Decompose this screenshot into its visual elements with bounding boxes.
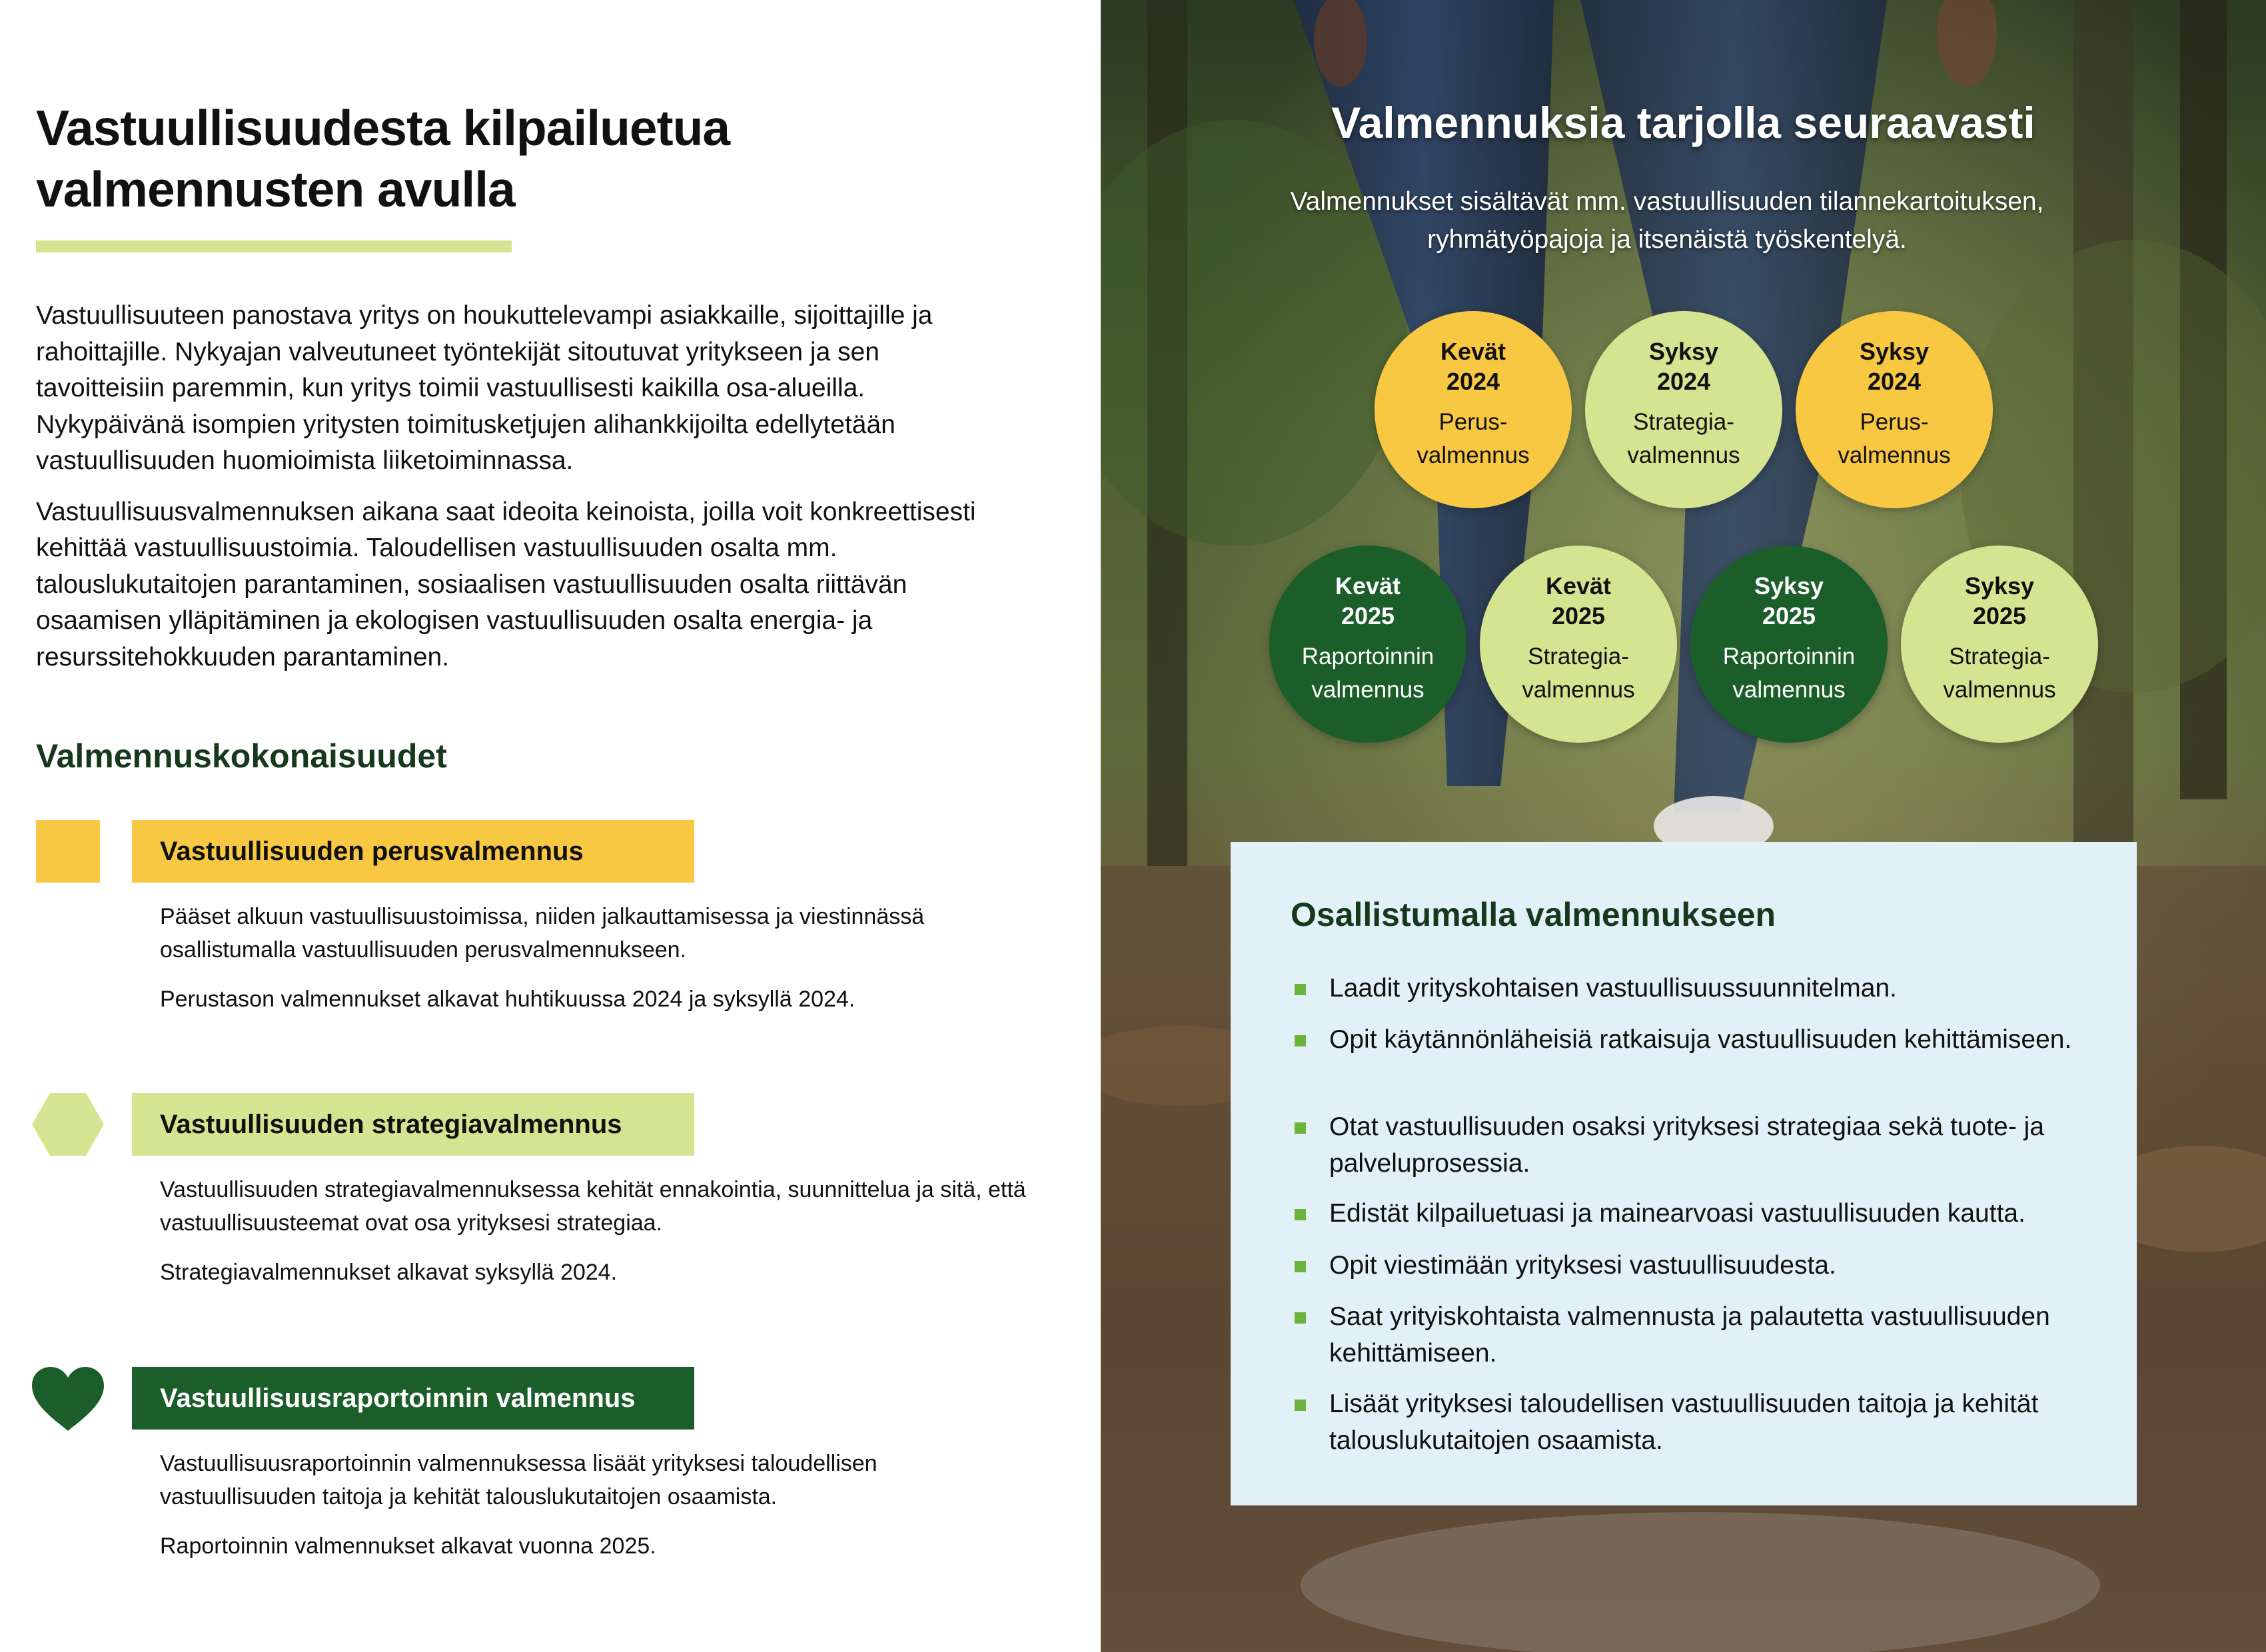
- schedule-circle: [1585, 311, 1782, 508]
- schedule-course: Raportoinnin valmennus: [1301, 643, 1434, 703]
- heart-icon: [31, 1366, 105, 1432]
- benefit-text: Edistät kilpailuetuasi ja mainearvoasi vastuullisuuden kautta.: [1329, 1199, 2025, 1228]
- course-label: Vastuullisuuden strategiavalmennus: [132, 1093, 694, 1156]
- benefit-item: [1291, 1386, 2090, 1459]
- schedule-season: Kevät 2025: [1335, 572, 1401, 629]
- page-title: [36, 97, 969, 220]
- left-page: [0, 0, 1101, 1652]
- schedule-subtitle: [1234, 183, 2100, 258]
- benefit-text: Otat vastuullisuuden osaksi yrityksesi strategiaa sekä tuote- ja palveluprosessia.: [1329, 1112, 2045, 1178]
- schedule-course: Strategia- valmennus: [1943, 643, 2056, 703]
- course-label: Vastuullisuuden perusvalmennus: [132, 820, 694, 883]
- square-bullet-icon: [1295, 1035, 1306, 1046]
- benefit-text: Laadit yrityskohtaisen vastuullisuussuunnitelman.: [1329, 974, 1897, 1003]
- benefit-item: [1291, 1248, 2090, 1284]
- schedule-season: Syksy 2024: [1648, 338, 1719, 395]
- course-start-text: Perustason valmennukset alkavat huhtikuussa 2024 ja syksyllä 2024.: [160, 987, 855, 1012]
- title-underline: [36, 240, 512, 252]
- benefit-text: Opit viestimään yrityksesi vastuullisuudesta.: [1329, 1251, 1836, 1280]
- intro-text: [36, 298, 982, 690]
- schedule-course: Strategia- valmennus: [1627, 409, 1740, 468]
- schedule-season: Syksy 2025: [1964, 572, 2035, 629]
- benefit-item: [1291, 1109, 2090, 1182]
- benefit-item: [1291, 1022, 2090, 1058]
- square-icon: [36, 820, 100, 883]
- course-description-text: Vastuullisuuden strategiavalmennuksessa kehität ennakointia, suunnittelua ja sitä, että vastuullisuusteemat ovat osa yrityksesi strategiaa.: [160, 1177, 1026, 1236]
- page-title-line-1: Vastuullisuudesta kilpailuetua: [36, 100, 730, 156]
- schedule-circle: [1796, 311, 1993, 508]
- course-start-text: Strategiavalmennukset alkavat syksyllä 2024.: [160, 1260, 618, 1285]
- benefit-text: Opit käytännönläheisiä ratkaisuja vastuullisuuden kehittämiseen.: [1329, 1025, 2072, 1054]
- course-start-text: Raportoinnin valmennukset alkavat vuonna 2025.: [160, 1533, 656, 1559]
- square-bullet-icon: [1295, 1400, 1306, 1411]
- benefits-title: Osallistumalla valmennukseen: [1291, 896, 1776, 933]
- benefits-panel: [1231, 842, 2137, 1505]
- schedule-course: Strategia- valmennus: [1522, 643, 1635, 703]
- square-bullet-icon: [1295, 1261, 1306, 1272]
- schedule-season: Kevät 2024: [1440, 338, 1506, 395]
- schedule-subtitle-line-2: ryhmätyöpajoja ja itsenäistä työskentelyä.: [1427, 225, 1907, 254]
- benefit-text: Saat yrityiskohtaista valmennusta ja palautetta vastuullisuuden kehittämiseen.: [1329, 1302, 2050, 1368]
- schedule-course: Perus- valmennus: [1838, 409, 1951, 468]
- course-description: [160, 1447, 1026, 1579]
- intro-paragraph-2: Vastuullisuusvalmennuksen aikana saat ideoita keinoista, joilla voit konkreettisesti kehittää vastuullisuustoimia. Taloudellisen vastuullisuuden osalta mm. talouslukutaitojen parantaminen, sosiaalisen vastuullisuuden osalta riittävän osaamisen ylläpitäminen ja ekologisen vastuullisuuden osalta energia- ja resurssitehokkuuden parantaminen.: [36, 497, 976, 671]
- square-bullet-icon: [1295, 1122, 1306, 1134]
- benefit-item: [1291, 971, 2090, 1007]
- schedule-season: Syksy 2024: [1859, 338, 1930, 395]
- benefit-item: [1291, 1299, 2090, 1372]
- course-description: [160, 1173, 1026, 1305]
- schedule-season: Syksy 2025: [1754, 572, 1824, 629]
- square-bullet-icon: [1295, 984, 1306, 995]
- benefit-item: [1291, 1196, 2090, 1232]
- right-page: [1101, 0, 2266, 1652]
- section-title: Valmennuskokonaisuudet: [36, 737, 447, 775]
- schedule-season: Kevät 2025: [1545, 572, 1612, 629]
- schedule-circle: [1269, 546, 1466, 743]
- square-bullet-icon: [1295, 1312, 1306, 1324]
- square-bullet-icon: [1295, 1209, 1306, 1220]
- schedule-circle: [1375, 311, 1572, 508]
- course-description-text: Vastuullisuusraportoinnin valmennuksessa lisäät yrityksesi taloudellisen vastuullisuuden taitoja ja kehität talouslukutaitojen osaamista.: [160, 1451, 877, 1509]
- course-description-text: Pääset alkuun vastuullisuustoimissa, niiden jalkauttamisessa ja viestinnässä osallistumalla vastuullisuuden perusvalmennukseen.: [160, 904, 925, 963]
- schedule-course: Perus- valmennus: [1416, 409, 1530, 468]
- schedule-circle: [1480, 546, 1677, 743]
- schedule-course: Raportoinnin valmennus: [1722, 643, 1856, 703]
- intro-paragraph-1: Vastuullisuuteen panostava yritys on houkuttelevampi asiakkaille, sijoittajille ja rahoittajille. Nykyajan valveutuneet työntekijät sitoutuvat yritykseen ja sen tavoitteisiin paremmin, kun yritys toimii vastuullisesti kaikilla osa-alueilla. Nykypäivänä isompien yritysten toimitusketjujen alihankkijoilta edellytetään vastuullisuuden huomioimista liiketoiminnassa.: [36, 301, 933, 475]
- course-label: Vastuullisuusraportoinnin valmennus: [132, 1367, 694, 1430]
- schedule-subtitle-line-1: Valmennukset sisältävät mm. vastuullisuuden tilannekartoituksen,: [1290, 187, 2044, 216]
- schedule-title: Valmennuksia tarjolla seuraavasti: [1331, 98, 2035, 147]
- benefit-text: Lisäät yrityksesi taloudellisen vastuullisuuden taitoja ja kehität talouslukutaitojen osaamista.: [1329, 1390, 2039, 1455]
- schedule-circle: [1901, 546, 2098, 743]
- page-title-line-2: valmennusten avulla: [36, 161, 515, 217]
- schedule-circle: [1690, 546, 1888, 743]
- hexagon-icon: [32, 1093, 104, 1156]
- course-description: [160, 900, 1026, 1032]
